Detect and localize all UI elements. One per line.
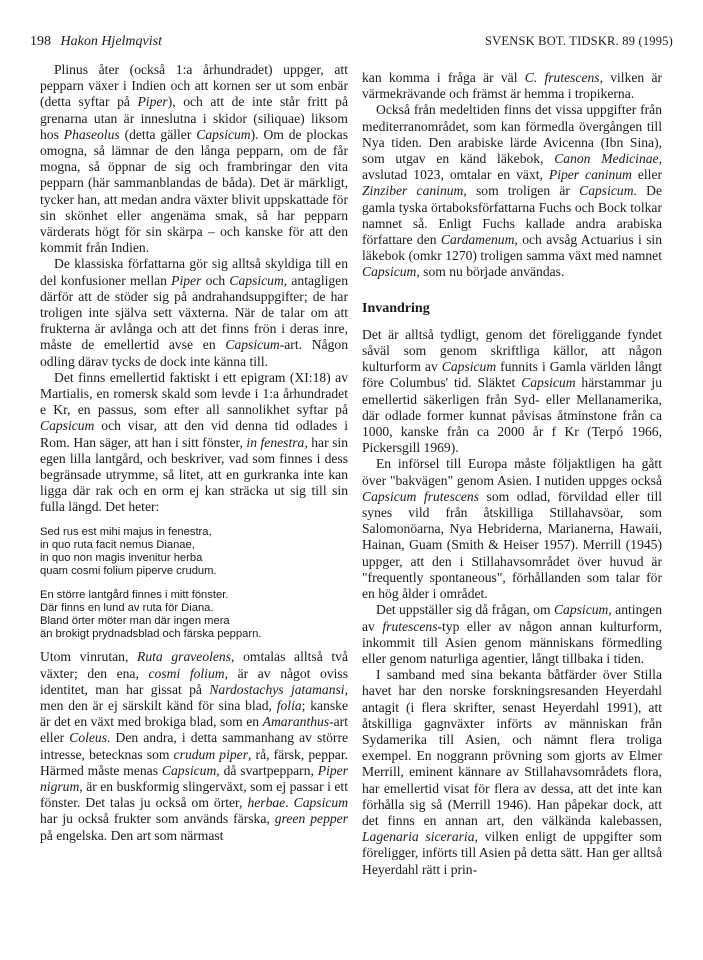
text-run: Utom vinrutan, bbox=[40, 649, 138, 665]
paragraph bbox=[40, 649, 348, 843]
text-run: kan komma i fråga är väl bbox=[362, 70, 525, 85]
italic-term: Capsicum bbox=[229, 272, 284, 288]
text-run: -art. Någon odling därav tycks de dock inte känna till. bbox=[40, 337, 349, 369]
italic-term: Nardostachys jatamansi bbox=[209, 681, 345, 697]
italic-term: folia bbox=[276, 697, 302, 713]
italic-term: frutescens bbox=[382, 618, 438, 634]
text-run: , som troligen är bbox=[463, 183, 580, 199]
italic-term: Zinziber caninum bbox=[362, 183, 464, 199]
text-run: I samband med sina bekanta båtfärder över Stilla havet har den norske forskningsresanden Heyerdahl antagit (i flera skrifter, senast Heyerdahl 1991), att åtskilliga gagnväxter införts av människan från Sydamerika till Asien, och nämnt flera troliga exempel. En noggrann prövning som gjorts av Elmer Merrill, eminent kännare av Stillahavsområdets flora, har emellertid visat för flera av dessa, att det inte kan förhålla sig så (Merrill 1946). Han påpekar dock, att det finns en annan art, den välkända kalebassen, bbox=[362, 667, 662, 828]
text-run: ), och att de inte står fritt på grenarna utan är inneslutna i skidor (siliquae) liksom hos bbox=[40, 94, 348, 142]
poem-line: Där finns en lund av ruta för Diana. bbox=[40, 601, 214, 614]
italic-term: Piper nigrum bbox=[40, 762, 348, 794]
text-run: , har sin egen lilla lantgård, och beskriver, vad som finnes i dess begränsade utrymme, så litet, att en gurkranka inte kan ligga där rak och en orm ej kan sträcka ut sig till sin fulla längd. Det heter: bbox=[40, 434, 348, 515]
italic-term: Capsicum bbox=[521, 375, 576, 391]
italic-term: Amaranthus bbox=[262, 714, 330, 730]
text-run: som odlad, förvildad eller till synes vild från åtskilliga Stillahavsöar, som Salomonöarna, Nya Hebriderna, Marianerna, Hawaii, Hainan, Guam (Smith & Heiser 1957). Merrill (1945) uppger, att den i Stillahavsområdet över huvud är "frequently spontaneous", förhållanden som talar för en hög ålder i området. bbox=[362, 488, 662, 602]
italic-term: green pepper bbox=[274, 811, 349, 827]
text-run: härstammar ju emellertid säkerligen från Syd- eller Mellanamerika, där odlade former kunnat påvisas åtminstone från ca 1000, kanske från ca 2000 år f Kr (Terpó 1966, Pickersgill 1969). bbox=[362, 375, 662, 456]
italic-term: Coleus bbox=[69, 730, 108, 746]
text-run: De klassiska författarna gör sig alltså skyldiga till en del konfusioner mellan bbox=[40, 256, 348, 288]
text-run: funnits i Gamla världen långt före Columbus' tid. Släktet bbox=[362, 359, 662, 391]
page-header bbox=[30, 34, 673, 54]
text-run: . bbox=[285, 795, 294, 811]
text-run: . De gamla tyska örtaboksförfattarna Fuchs och Bock tolkar namnet så. Enligt Fuchs kallade andra arabiska författare den bbox=[362, 183, 662, 248]
italic-term: herbae bbox=[247, 795, 286, 811]
italic-term: Capsicum bbox=[225, 337, 280, 353]
italic-term: C. frutescens bbox=[524, 70, 600, 85]
italic-term: Capsicum bbox=[441, 359, 497, 375]
italic-term: Capsicum frutescens bbox=[362, 488, 480, 504]
poem-line: in quo non magis invenitur herba bbox=[40, 552, 203, 565]
left-column bbox=[40, 62, 348, 844]
italic-term: crudum piper bbox=[173, 746, 248, 762]
italic-term: Cardamenum bbox=[440, 232, 515, 248]
running-head-left bbox=[30, 34, 162, 50]
text-run: (detta gäller bbox=[119, 126, 197, 142]
poem-latin bbox=[40, 526, 348, 579]
text-run: , rå, färsk, peppar. Härmed måste menas bbox=[40, 746, 349, 778]
paragraph bbox=[362, 456, 662, 602]
paragraph bbox=[40, 256, 348, 369]
poem-line: Bland örter möter man där ingen mera bbox=[40, 614, 230, 627]
poem-line: En större lantgård finnes i mitt fönster. bbox=[40, 588, 229, 601]
paragraph bbox=[40, 370, 348, 516]
text-run: -typ eller av någon annan kulturform, inkommit till Asien genom människans förmedling eller genom naturliga agentier, långt tillbaka i tiden. bbox=[362, 618, 663, 666]
paragraph bbox=[362, 327, 662, 457]
italic-term: Capsicum bbox=[553, 602, 609, 618]
text-run: , som nu började användas. bbox=[416, 264, 565, 280]
text-run: har ju också frukter som används färska, bbox=[40, 811, 275, 827]
text-run: , vilken är värmekrävande och främst är hemma i tropikerna. bbox=[362, 70, 663, 102]
poem-line: quam cosmi folium piperve crudum. bbox=[40, 565, 217, 578]
text-run: , antagligen därför att de stöder sig på andrahandsuppgifter; de har troligen inte själva sett växterna. När de talar om att frukterna är avlånga och att det finns frön i deras inre, måste de emellertid avse en bbox=[40, 272, 349, 353]
italic-term: Lagenaria siceraria bbox=[362, 829, 475, 845]
text-run: , omtalas alltså två växter; den ena, bbox=[40, 649, 349, 681]
text-run: ). Om de plockas omogna, så lämnar de den långa pepparn, om de får mogna, så öppnar de sig och frambringar den vita pepparn (här sammanblandas de båda). Det är märkligt, tycker han, att medan andra växter blivit uppskattade för sin skönhet eller angenäma smak, så har pepparn värderats högt för sin skärpa – och kanske för att den kommit från Indien. bbox=[40, 126, 348, 256]
text-run: . Den andra, i detta sammanhang av större intresse, betecknas som bbox=[40, 730, 349, 762]
author-name: Hakon Hjelmqvist bbox=[60, 34, 162, 49]
text-run: , är en buskformig slingerväxt, som ej passar i ett fönster. Det talas ju också om örter, bbox=[40, 778, 348, 811]
text-run: på engelska. Den art som närmast bbox=[40, 827, 224, 843]
italic-term: Capsicum bbox=[40, 418, 95, 434]
text-run: Också från medeltiden finns det vissa uppgifter från mediterranområdet, som kan förmedla övergången till Nya tiden. Den arabiske lärde Avicenna (Ibn Sina), som utgav en känd läkebok, bbox=[362, 102, 662, 167]
text-run: eller bbox=[631, 167, 663, 183]
text-run: ; kanske är det en växt med brokiga blad, som en bbox=[40, 697, 348, 730]
paragraph bbox=[362, 667, 662, 878]
poem-line: än brokigt prydnadsblad och färska pepparn. bbox=[40, 628, 262, 641]
italic-term: in fenestra bbox=[246, 434, 305, 450]
text-run: , vilken enligt de uppgifter som föreligger, införts till Asien på detta sätt. Han ger alltså Heyerdahl rätt i prin- bbox=[362, 829, 662, 877]
italic-term: Capsicum bbox=[362, 264, 417, 280]
poem-line: in quo ruta facit nemus Dianae, bbox=[40, 538, 195, 551]
text-run: , är av något oviss identitet, man har gissat på bbox=[40, 665, 348, 697]
italic-term: Piper bbox=[137, 94, 168, 110]
text-run: Plinus åter (också 1:a århundradet) uppger, att pepparn växer i Indien och att kornen ser ut som enbär (detta syftar på bbox=[40, 62, 348, 110]
poem-line: Sed rus est mihi majus in fenestra, bbox=[40, 525, 212, 538]
text-run: -art eller bbox=[40, 714, 348, 746]
italic-term: Piper caninum bbox=[548, 167, 632, 183]
italic-term: Phaseolus bbox=[63, 126, 120, 142]
text-run: Det uppställer sig då frågan, om bbox=[376, 602, 554, 618]
italic-term: Capsicum bbox=[579, 183, 634, 199]
text-run: , då svartpepparn, bbox=[216, 762, 318, 778]
text-run: Det finns emellertid faktiskt i ett epigram (XI:18) av Martialis, en romersk skald som levde i 1:a århundradet e Kr, en passus, som efter all sannolikhet syftar på bbox=[40, 369, 348, 418]
text-run: och bbox=[201, 272, 230, 288]
text-run: , och avsåg Actuarius i sin läkebok (omkr 1270) troligen samma växt med namnet bbox=[362, 232, 662, 264]
text-run: , men den är ej särskilt känd för sina blad, bbox=[40, 681, 348, 713]
text-run: Det är alltså tydligt, genom det föreliggande fyndet såväl som genom skriftliga källor, att någon kulturform av bbox=[362, 326, 662, 375]
italic-term: cosmi folium bbox=[148, 665, 225, 681]
page-number: 198 bbox=[30, 34, 51, 49]
paragraph bbox=[362, 602, 662, 667]
paragraph bbox=[362, 70, 662, 102]
italic-term: Canon Medicinae bbox=[554, 151, 659, 167]
text-run: En införsel till Europa måste följaktligen ha gått över "bakvägen" genom Asien. I nutiden uppges också bbox=[362, 456, 662, 488]
italic-term: Capsicum bbox=[161, 762, 217, 778]
italic-term: Ruta graveolens bbox=[137, 649, 232, 665]
right-column bbox=[362, 70, 662, 878]
text-run: och visar, att den vid denna tid odlades i Rom. Han säger, att han i sitt fönster, bbox=[40, 418, 348, 450]
poem-swedish bbox=[40, 589, 348, 642]
paragraph bbox=[362, 102, 662, 280]
text-run: , antingen av bbox=[362, 602, 662, 634]
italic-term: Capsicum bbox=[196, 126, 251, 142]
italic-term: Capsicum bbox=[293, 795, 349, 811]
text-run: , avslutad 1023, omtalar en växt, bbox=[362, 151, 662, 183]
journal-citation: SVENSK BOT. TIDSKR. 89 (1995) bbox=[485, 34, 673, 48]
italic-term: Piper bbox=[171, 272, 202, 288]
paragraph bbox=[40, 62, 348, 256]
section-heading: Invandring bbox=[362, 300, 430, 316]
